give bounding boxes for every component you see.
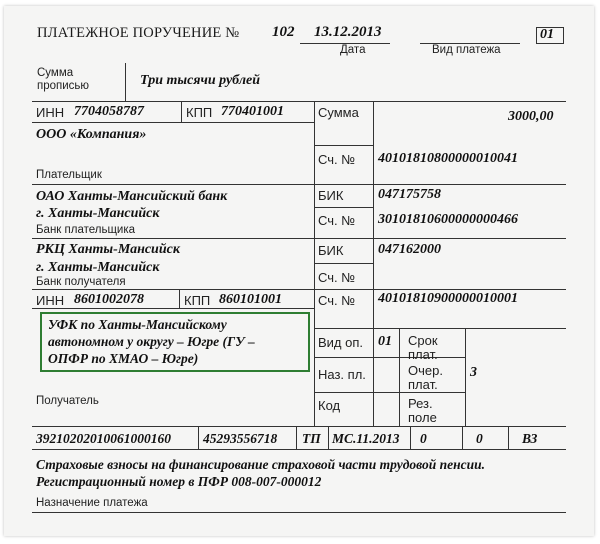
payer-bank-bik-label: БИК [318,188,344,203]
form-title: ПЛАТЕЖНОЕ ПОРУЧЕНИЕ № [37,25,240,41]
grid-line [465,328,466,426]
payee-bank-name-2: г. Ханты-Мансийск [36,260,160,275]
purpose-line-2: Регистрационный номер в ПФР 008-007-000012 [36,474,322,489]
term-label-1: Срок [408,333,438,348]
order-number: 102 [272,24,295,40]
grid-line [32,101,566,102]
op-type-label: Вид оп. [318,335,364,350]
grid-line [314,357,465,358]
payee-account: 40101810900000010001 [378,291,518,306]
doc-date-value: 0 [476,431,483,446]
kbk-value: 39210202010061000160 [36,431,171,446]
grid-line [32,238,566,239]
date-label: Дата [340,44,366,56]
sum-label: Сумма [318,105,359,120]
reserve-label-1: Рез. [408,396,433,411]
amount-words-label-2: прописью [37,80,90,92]
oktmo-value: 45293556718 [203,431,278,446]
code-label: Код [318,398,341,413]
amount-words-label-1: Сумма [37,67,74,79]
reserve-label-2: поле [408,410,437,425]
grid-line [314,263,373,264]
grid-line [314,207,373,208]
grid-line [198,426,199,449]
purpose-code-label: Наз. пл. [318,367,366,382]
payee-bank-name-1: РКЦ Ханты-Мансийск [36,242,180,257]
payee-label: Получатель [36,395,99,407]
payee-name-3: ОПФР по ХМАО – Югре) [48,351,199,366]
grid-line [399,328,400,426]
payer-account: 40101810800000010041 [378,151,518,166]
basis-value: ТП [302,431,321,446]
grid-line [508,426,509,449]
payer-account-label: Сч. № [318,152,356,167]
grid-line [32,449,566,450]
grid-line [32,184,566,185]
payee-bank-bik-label: БИК [318,243,344,258]
order-date: 13.12.2013 [314,24,382,40]
payee-name-2: автономном у округу – Югре (ГУ – [48,334,255,349]
payee-bank-account-label: Сч. № [318,270,356,285]
grid-line [328,426,329,449]
grid-line [462,426,463,449]
form-code: 01 [540,27,554,42]
grid-line [181,101,182,122]
op-type-value: 01 [378,334,392,349]
order-label-2: плат. [408,377,438,392]
grid-line [296,426,297,449]
payer-bank-account: 30101810600000000466 [378,212,518,227]
purpose-line-1: Страховые взносы на финансирование страховой части трудовой пенсии. [36,457,486,472]
doc-number-value: 0 [420,431,427,446]
payer-bank-name-1: ОАО Ханты-Мансийский банк [36,189,228,204]
order-label-1: Очер. [408,363,443,378]
payee-bank-bik: 047162000 [378,242,441,257]
grid-line [32,426,566,427]
order-value: 3 [470,365,477,380]
grid-line [32,289,566,290]
payer-bank-account-label: Сч. № [318,213,356,228]
grid-line [373,101,374,426]
term-label-2: плат. [408,347,438,362]
payer-kpp: 770401001 [221,104,284,119]
payee-bank-label: Банк получателя [36,276,126,288]
payer-name: ООО «Компания» [36,127,147,142]
payer-bank-bik: 047175758 [378,187,441,202]
payee-inn: 8601002078 [74,292,144,307]
sum-value: 3000,00 [508,109,554,124]
payee-kpp: 860101001 [219,292,282,307]
payer-label: Плательщик [36,169,102,181]
purpose-label: Назначение платежа [36,497,148,509]
amount-words-divider [125,63,126,101]
payer-bank-name-2: г. Ханты-Мансийск [36,206,160,221]
payer-kpp-label: КПП [186,105,213,120]
period-value: МС.11.2013 [332,431,400,446]
payer-inn: 7704058787 [74,104,144,119]
payment-type-label: Вид платежа [432,44,501,56]
grid-line [32,512,566,513]
amount-words-value: Три тысячи рублей [140,73,261,88]
grid-line [314,392,465,393]
grid-line [32,122,314,123]
grid-line [314,328,566,329]
grid-line [32,308,314,309]
payment-type-value: ВЗ [522,431,538,446]
payee-kpp-label: КПП [184,293,211,308]
payer-inn-label: ИНН [36,105,65,120]
payee-name-1: УФК по Ханты-Мансийскому [48,317,227,332]
payer-bank-label: Банк плательщика [36,224,136,236]
payee-inn-label: ИНН [36,293,65,308]
payee-account-label: Сч. № [318,293,356,308]
grid-line [314,145,373,146]
grid-line [410,426,411,449]
grid-line [179,289,180,308]
